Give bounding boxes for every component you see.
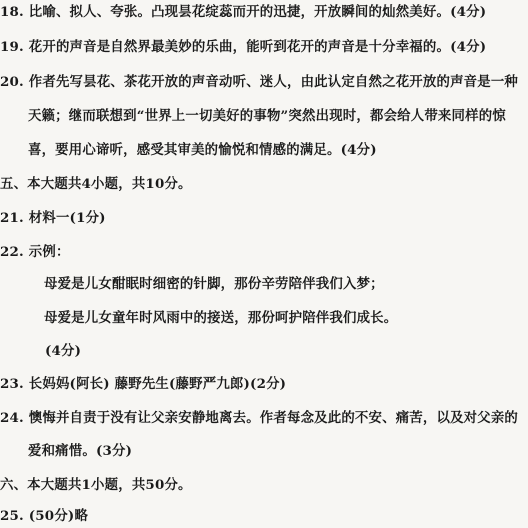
answer-24-line-1: 24. 懊悔并自责于没有让父亲安静地离去。作者每念及此的不安、痛苦，以及对父亲的	[0, 410, 519, 426]
answer-23: 23. 长妈妈(阿长) 藤野先生(藤野严九郎)(2分)	[0, 376, 287, 392]
answer-18: 18. 比喻、拟人、夸张。凸现昙花绽蕊而开的迅捷，开放瞬间的灿然美好。(4分)	[0, 4, 487, 20]
answer-22-example-1: 母爱是儿女酣眠时细密的针脚，那份辛劳陪伴我们入梦；	[44, 276, 384, 292]
answer-22-example-2: 母爱是儿女童年时风雨中的接送，那份呵护陪伴我们成长。	[44, 310, 398, 326]
answer-19: 19. 花开的声音是自然界最美妙的乐曲，能听到花开的声音是十分幸福的。(4分)	[0, 39, 487, 55]
section-6-heading: 六、本大题共1小题，共50分。	[0, 477, 192, 493]
answer-20-line-3: 喜，要用心谛听，感受其审美的愉悦和情感的满足。(4分)	[28, 142, 377, 158]
answer-21: 21. 材料一(1分)	[0, 210, 106, 226]
answer-20-line-1: 20. 作者先写昙花、茶花开放的声音动听、迷人，由此认定自然之花开放的声音是一种	[0, 74, 519, 90]
section-5-heading: 五、本大题共4小题，共10分。	[0, 176, 192, 192]
answer-25: 25. (50分)略	[0, 508, 89, 524]
answer-20-line-2: 天籁；继而联想到“世界上一切美好的事物”突然出现时，都会给人带来同样的惊	[28, 108, 506, 124]
answer-24-line-2: 爱和痛惜。(3分)	[28, 443, 133, 459]
answer-22-score: (4分)	[45, 343, 82, 359]
answer-22: 22. 示例：	[0, 244, 70, 260]
